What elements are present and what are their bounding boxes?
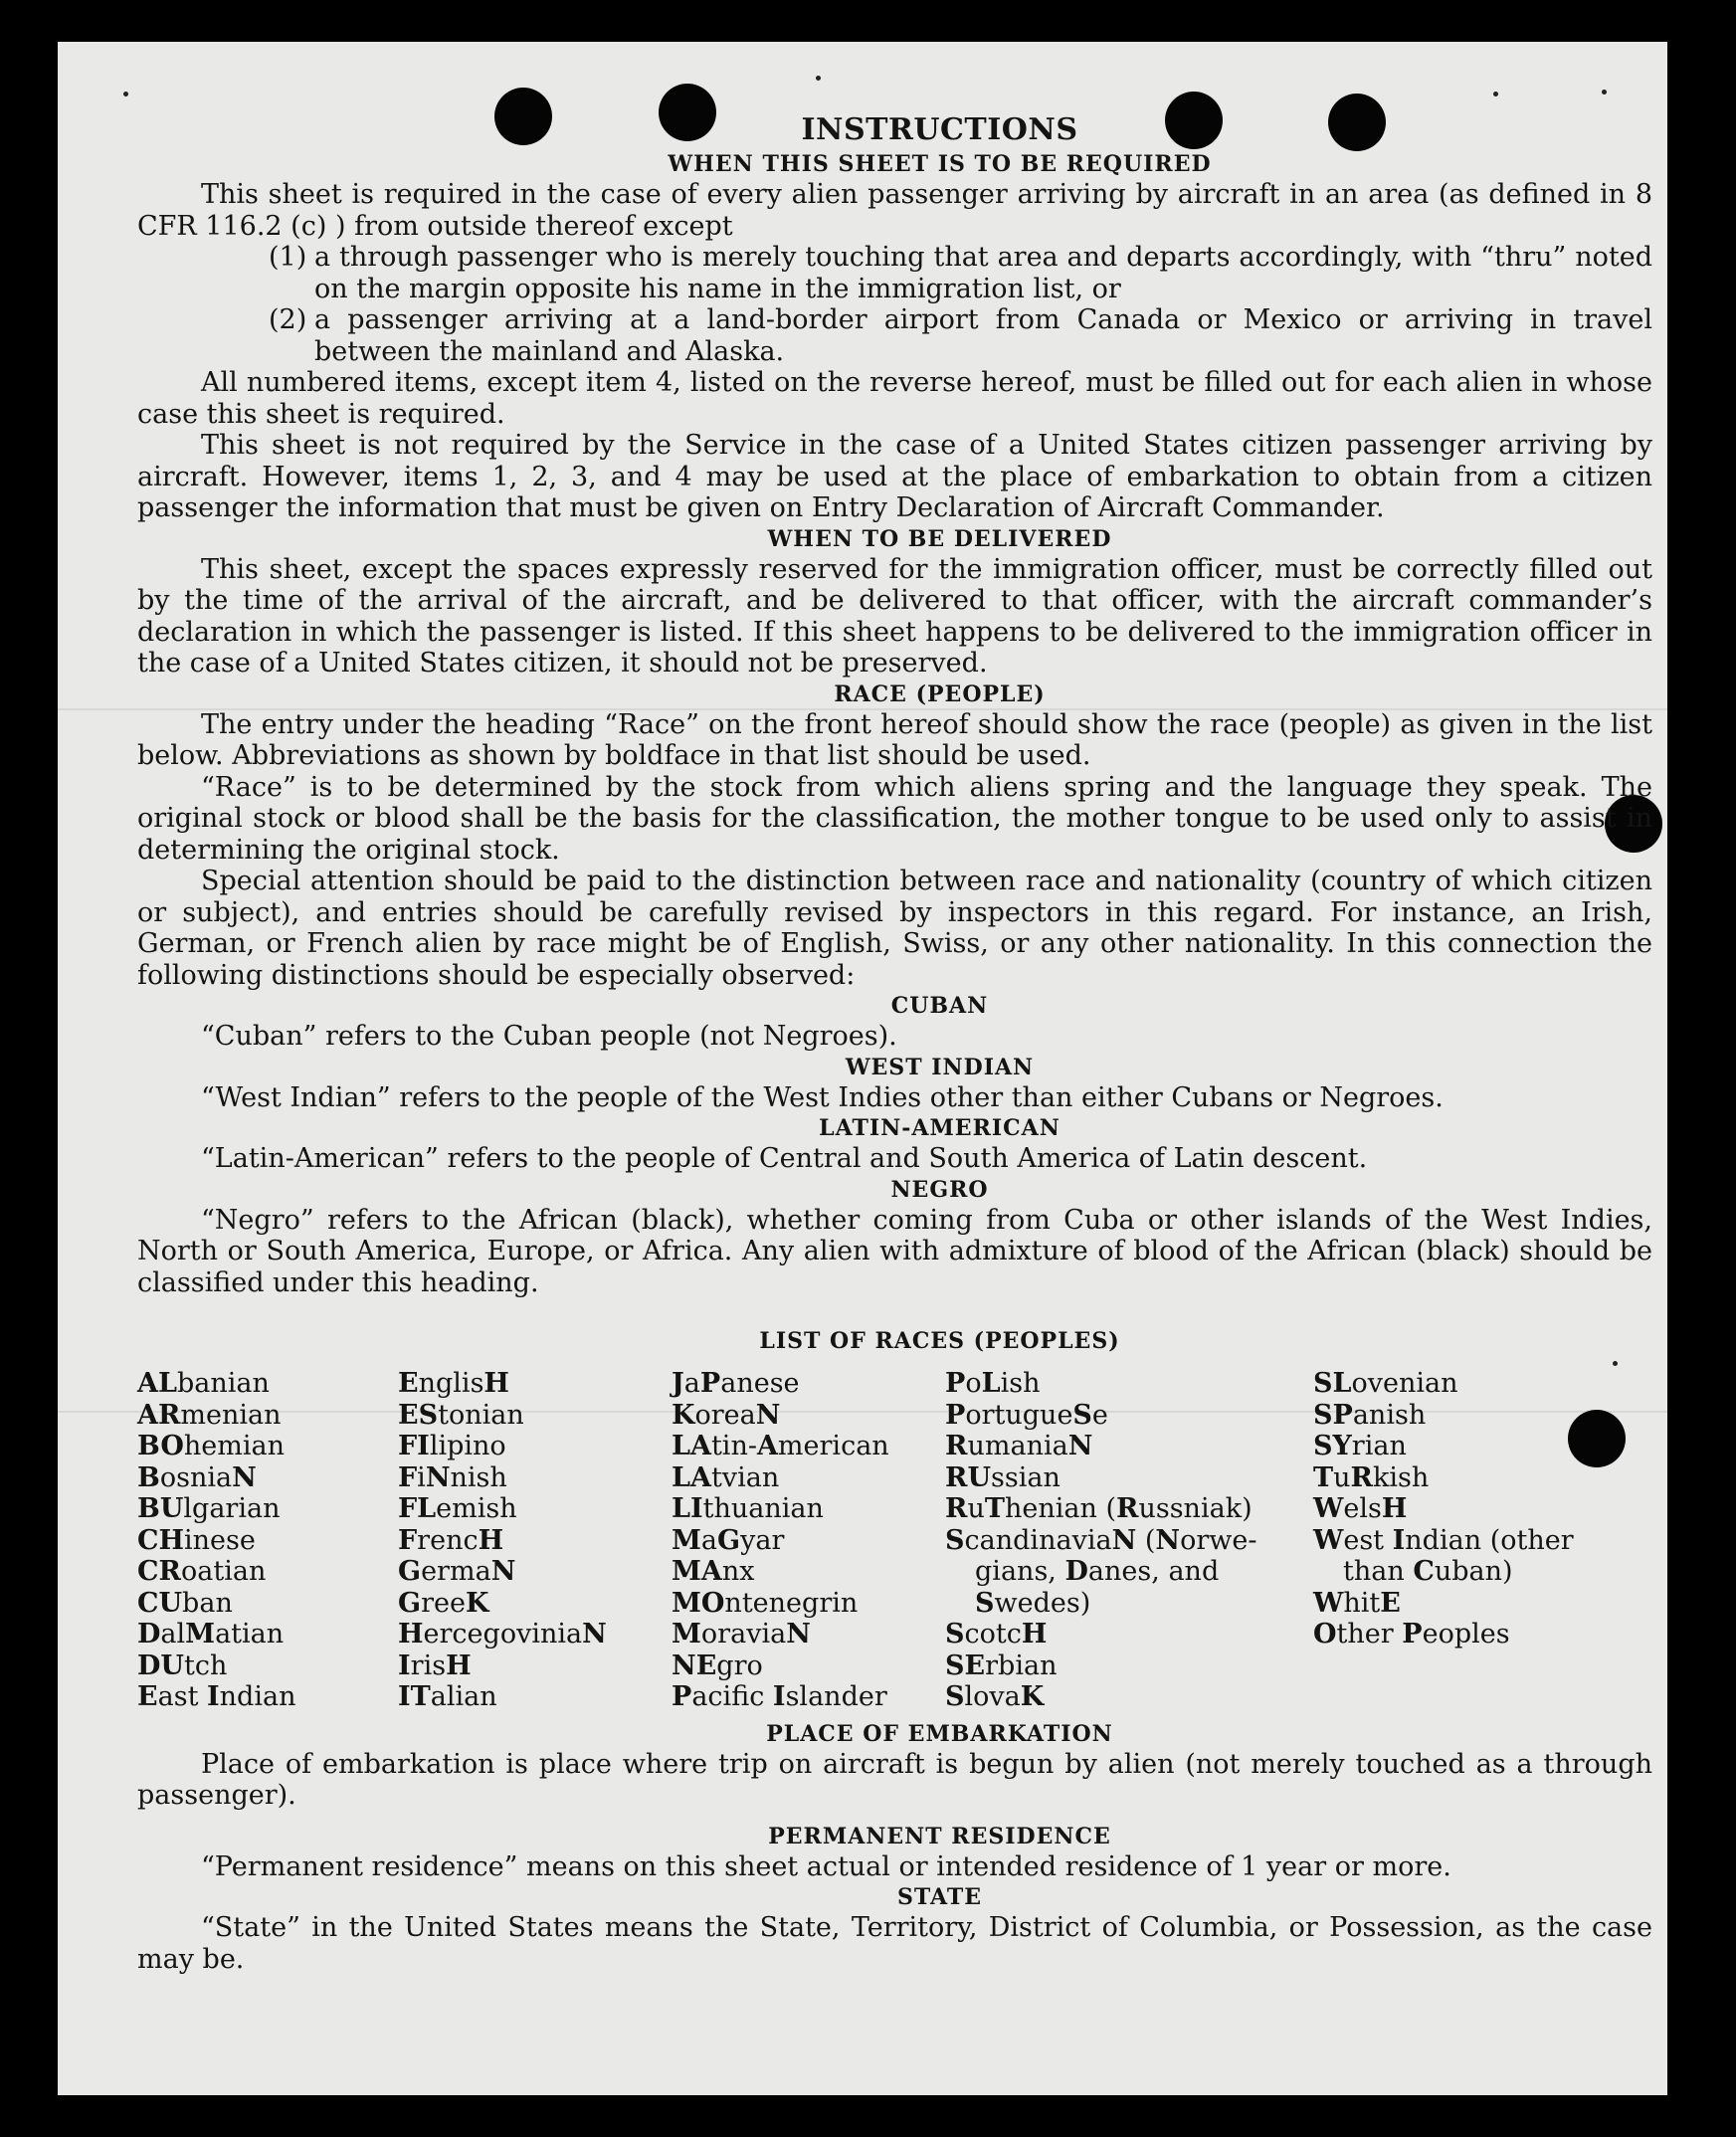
race-entry-continued: Swedes) xyxy=(975,1587,1091,1619)
negro-text: “Negro” refers to the African (black), whether coming from Cuba or other islands of the West Indies, North or South America, Europe, or Africa. Any alien with admixture of blood of the African (black) should be classified under this heading. xyxy=(137,1204,1652,1298)
race-entry: EnglisH xyxy=(398,1368,509,1399)
required-paragraph-3: This sheet is not required by the Service in the case of a United States citizen passenger arriving by aircraft. However, items 1, 2, 3, and 4 may be used at the place of embarkation to obtain from a citizen passenger the information that must be given on Entry Declaration of Aircraft Commander. xyxy=(137,430,1652,523)
race-entry: GermaN xyxy=(398,1556,516,1587)
section-heading-race: RACE (PEOPLE) xyxy=(834,680,1046,707)
race-entry: FLemish xyxy=(398,1493,517,1524)
required-intro: This sheet is required in the case of every alien passenger arriving by aircraft in an area (as defined in 8 CFR 116.2 (c) ) from outside thereof except xyxy=(137,179,1652,242)
section-heading-latin-american: LATIN-AMERICAN xyxy=(819,1115,1061,1141)
race-entry: ALbanian xyxy=(137,1368,270,1399)
race-entry: LAtin-American xyxy=(672,1431,889,1461)
race-paragraph-2: “Race” is to be determined by the stock from which aliens spring and the language they speak. The original stock or blood shall be the basis for the classification, the mother tongue to be used only to assist in determining the original stock. xyxy=(137,771,1652,866)
section-heading-required: WHEN THIS SHEET IS TO BE REQUIRED xyxy=(668,151,1212,177)
race-entry: SPanish xyxy=(1313,1399,1427,1431)
race-entry: FIlipino xyxy=(398,1431,506,1461)
required-paragraph-2: All numbered items, except item 4, listed on the reverse hereof, must be filled out for each alien in whose case this sheet is required. xyxy=(137,367,1652,430)
race-entry: BUlgarian xyxy=(137,1493,281,1524)
race-entry: LIthuanian xyxy=(672,1493,824,1524)
race-entry: JaPanese xyxy=(672,1368,800,1399)
race-entry: RuThenian (Russniak) xyxy=(945,1493,1253,1524)
section-heading-west-indian: WEST INDIAN xyxy=(845,1054,1035,1080)
race-column-2 xyxy=(398,1368,672,1713)
delivered-text: This sheet, except the spaces expressly reserved for the immigration officer, must be correctly filled out by the time of the arrival of the aircraft, and be delivered to that officer, with the aircraft commander’s declaration in which the passenger is listed. If this sheet happens to be delivered to the immigration officer in the case of a United States citizen, it should not be preserved. xyxy=(137,553,1652,679)
section-heading-embarkation: PLACE OF EMBARKATION xyxy=(766,1720,1113,1747)
race-entry: BosniaN xyxy=(137,1461,257,1493)
race-entry: MaGyar xyxy=(672,1524,785,1556)
race-entry: RUssian xyxy=(945,1461,1061,1493)
cuban-text: “Cuban” refers to the Cuban people (not Negroes). xyxy=(201,1021,897,1052)
race-entry: SYrian xyxy=(1313,1431,1407,1461)
item-number: (1) xyxy=(269,242,307,273)
race-entry: ARmenian xyxy=(137,1399,282,1431)
race-entry-continued: than Cuban) xyxy=(1343,1556,1513,1587)
document-sheet xyxy=(58,42,1667,2095)
race-entry: LAtvian xyxy=(672,1461,780,1493)
race-entry: SErbian xyxy=(945,1650,1058,1681)
section-heading-state: STATE xyxy=(896,1884,983,1910)
speck xyxy=(1602,90,1607,95)
race-entry: FiNnish xyxy=(398,1461,507,1493)
race-column-4 xyxy=(945,1368,1313,1713)
residence-text: “Permanent residence” means on this sheet actual or intended residence of 1 year or more. xyxy=(201,1850,1451,1882)
race-entry: IrisH xyxy=(398,1650,472,1681)
section-heading-delivered: WHEN TO BE DELIVERED xyxy=(767,525,1112,552)
race-entry: DUtch xyxy=(137,1650,228,1681)
race-entry: RumaniaN xyxy=(945,1431,1093,1461)
race-column-1 xyxy=(137,1368,398,1713)
race-entry: MOntenegrin xyxy=(672,1587,859,1619)
item-number: (2) xyxy=(269,304,307,335)
race-entry: East Indian xyxy=(137,1681,296,1712)
state-text: “State” in the United States means the State, Territory, District of Columbia, or Possession, as the case may be. xyxy=(137,1912,1652,1975)
race-entry: MoraviaN xyxy=(672,1619,811,1650)
race-column-5 xyxy=(1313,1368,1612,1713)
race-entry: DalMatian xyxy=(137,1619,285,1650)
race-entry: WhitE xyxy=(1313,1587,1401,1619)
race-entry: BOhemian xyxy=(137,1431,285,1461)
section-heading-cuban: CUBAN xyxy=(890,993,989,1019)
race-entry: HercegoviniaN xyxy=(398,1619,607,1650)
race-paragraph-1: The entry under the heading “Race” on the front hereof should show the race (people) as given in the list below. Abbreviations as shown by boldface in that list should be used. xyxy=(137,708,1652,771)
race-entry: CRoatian xyxy=(137,1556,267,1587)
race-entry: WelsH xyxy=(1313,1493,1408,1524)
west-indian-text: “West Indian” refers to the people of the West Indies other than either Cubans or Negroes. xyxy=(201,1081,1444,1113)
item-text: a through passenger who is merely touching that area and departs accordingly, with “thru” noted on the margin opposite his name in the immigration list, or xyxy=(314,242,1652,304)
section-heading-residence: PERMANENT RESIDENCE xyxy=(768,1823,1111,1849)
race-entry: Other Peoples xyxy=(1313,1619,1510,1650)
race-entry: EStonian xyxy=(398,1399,524,1431)
race-entry: SLovenian xyxy=(1313,1368,1458,1399)
race-paragraph-3: Special attention should be paid to the distinction between race and nationality (country of which citizen or subject), and entries should be carefully revised by inspectors in this regard. For instance, an Irish, German, or French alien by race might be of English, Swiss, or any other nationality. In this connection the following distinctions should be especially observed: xyxy=(137,866,1652,991)
race-entry: ScandinaviaN (Norwe- xyxy=(945,1524,1257,1556)
race-entry-continued: gians, Danes, and xyxy=(975,1556,1220,1587)
race-entry: MAnx xyxy=(672,1556,755,1587)
race-entry: FrencH xyxy=(398,1524,504,1556)
page-title: INSTRUCTIONS xyxy=(801,112,1078,147)
race-list xyxy=(137,1368,1652,1713)
race-entry: NEgro xyxy=(672,1650,763,1681)
speck xyxy=(1493,92,1498,97)
race-entry: CHinese xyxy=(137,1524,256,1556)
section-heading-negro: NEGRO xyxy=(890,1176,989,1203)
required-item-2 xyxy=(269,304,1652,367)
race-column-3 xyxy=(672,1368,945,1713)
race-entry: ScotcH xyxy=(945,1619,1048,1650)
required-item-1 xyxy=(269,242,1652,304)
race-entry: TuRkish xyxy=(1313,1461,1430,1493)
instructions-content xyxy=(137,111,1652,1975)
race-entry: KoreaN xyxy=(672,1399,781,1431)
speck xyxy=(816,76,821,81)
race-entry: Pacifc Islander xyxy=(672,1681,887,1712)
race-entry: ITalian xyxy=(398,1681,497,1712)
item-text: a passenger arriving at a land-border airport from Canada or Mexico or arriving in travel between the mainland and Alaska. xyxy=(314,304,1652,367)
speck xyxy=(123,92,128,97)
section-heading-list-of-races: LIST OF RACES (PEOPLES) xyxy=(759,1328,1120,1354)
race-entry: SlovaK xyxy=(945,1681,1045,1712)
race-entry: GreeK xyxy=(398,1587,489,1619)
race-entry: CUban xyxy=(137,1587,233,1619)
race-entry: PortugueSe xyxy=(945,1399,1108,1431)
race-entry: West Indian (other xyxy=(1313,1524,1574,1556)
embarkation-text: Place of embarkation is place where trip on aircraft is begun by alien (not merely touched as a through passenger). xyxy=(137,1748,1652,1811)
race-entry: PoLish xyxy=(945,1368,1041,1399)
latin-american-text: “Latin-American” refers to the people of Central and South America of Latin descent. xyxy=(201,1143,1368,1174)
